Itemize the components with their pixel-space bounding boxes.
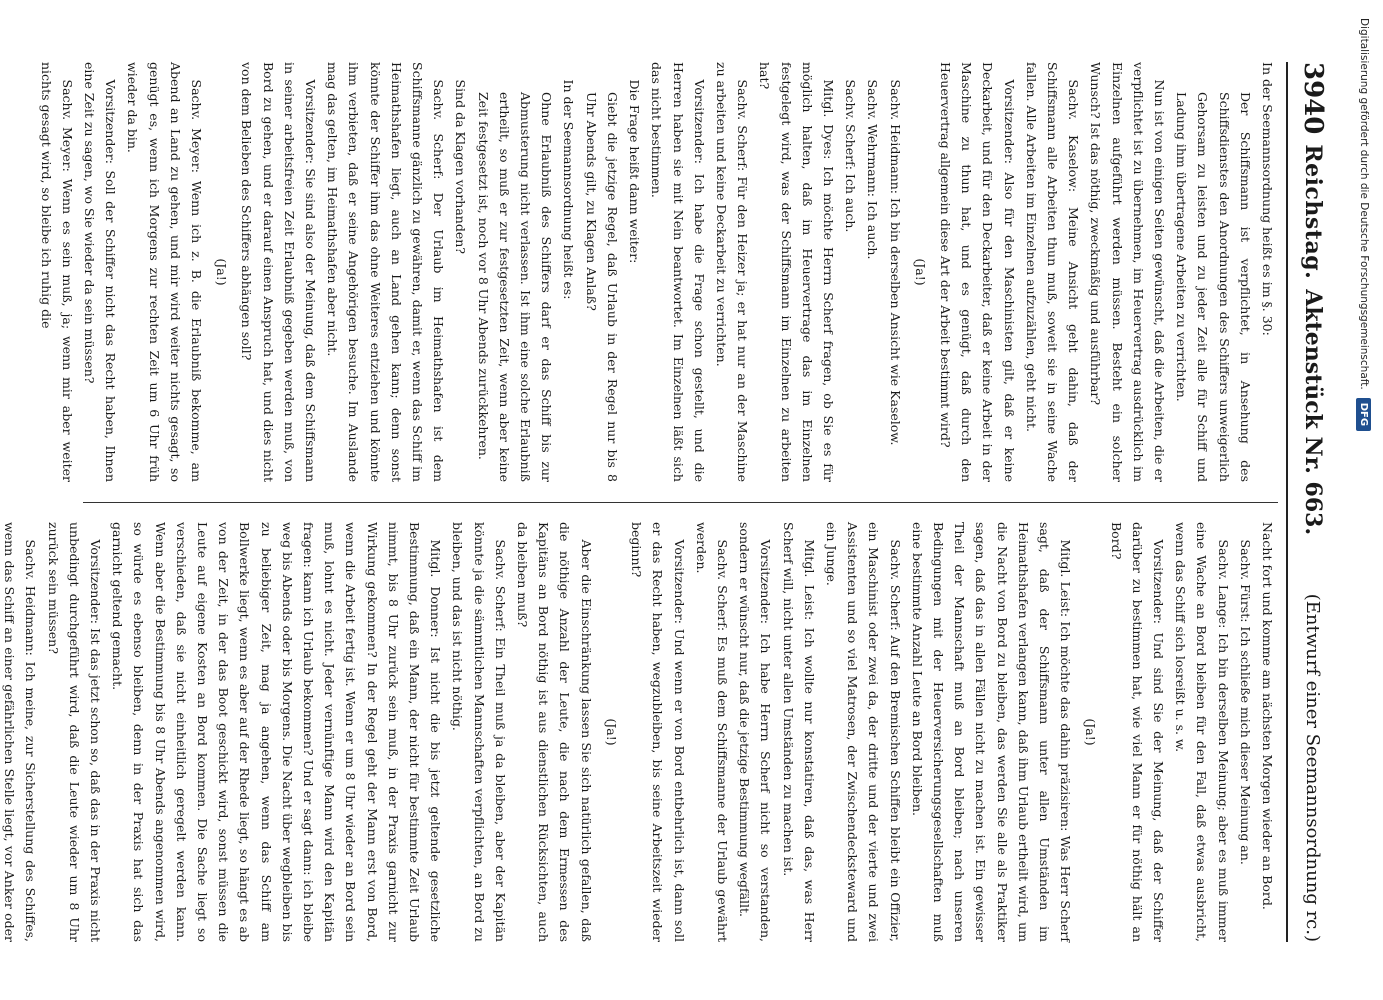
left-column [38,62,1278,482]
paragraph: Sachv. Meyer: Wenn es sein muß, ja; wenn mir aber weiter nichts gesagt wird, so bleibe ich ruhig die [38,62,75,482]
paragraph: Vorsitzender: Und wenn er von Bord entbehrlich ist, dann soll er das Recht haben, wegzubleiben, bis seine Arbeitszeit wieder beginnt? [629,522,687,942]
footer-rotated [1353,18,1375,978]
paragraph: Sachv. Scherf: Für den Heizer ja; er hat nur an der Maschine zu arbeiten und keine Deckarbeit zu verrichten. [713,62,751,482]
paragraph: Mitgl. Donner: Ist nicht die bis jetzt geltende gesetzliche Bestimmung, daß ein Mann, der nicht für bestimmte Zeit Urlaub nimmt, bis 8 Uhr zurück sein muß, in der Praxis garnicht zur Wirkung gekommen? In der Regel geht der Mann erst von Bord, wenn die Arbeit fertig ist. Wenn er um 8 Uhr wieder an Bord sein muß, lohnt es nicht. Jeder vernünftige Mann wird den Kapitän fragen: kann ich Urlaub bekommen? Und er sagt dann: ich bleibe weg bis Abends oder bis Morgens. Die Nacht über wegbleiben bis zu beliebiger Zeit, mag ja angehen, wenn das Schiff am Bollwerke liegt, wenn es aber auf der Rhede liegt, so hängt es ab von der Zeit, in der das Boot geschickt wird, sonst müssen die Leute auf eigene Kosten an Bord kommen. Die Sache liegt so verschieden, daß sie nicht einheitlich geregelt werden kann. Wenn aber die Bestimmung bis 8 Uhr Abends angenommen wird, so würde es ebenso bleiben, denn in der Praxis hat sich das garnicht geltend gemacht. [110,522,444,942]
paragraph: Sachv. Heidmann: Ich bin derselben Ansicht wie Kaselow. [887,79,903,446]
paragraph: In der Seemannsordnung heißt es: [561,79,577,300]
paragraph: Sachv. Fürst: Ich schließe mich dieser Meinung an. [1237,539,1253,865]
page-header [1290,62,1336,942]
paragraph: Sachv. Scherf: Es muß dem Schiffsmanne der Urlaub gewährt werden. [693,522,730,942]
paragraph: Vorsitzender: Ist das jetzt schon so, daß das in der Praxis nicht unbedingt durchgeführt wird, daß die Leute wieder um 8 Uhr zurück sein müssen? [45,522,104,942]
paragraph: Aber die Einschränkung lassen Sie sich natürlich gefallen, daß die nöthige Anzahl der Leute, die nach dem Ermessen des Kapitäns an Bord nöthig ist aus dienstlichen Rücksichten, auch da bleiben muß? [515,522,594,942]
paragraph: Nun ist von einigen Seiten gewünscht, daß die Arbeiten, die er verpflichtet ist zu übernehmen, im Heuervertrag ausdrücklich im Einzelnen aufgeführt werden müssen. Besteht ein solcher Wunsch? Ist das nöthig, zweckmäßig und ausführbar? [1088,62,1167,482]
paragraph: Sachv. Scherf: Auf den Bremischen Schiffen bleibt ein Offizier, ein Maschinist oder zwei da, der dritte und der vierte und zwei Assistenten und so viel Matrosen, der Zwischendecksteward und ein Junge. [823,522,903,942]
paragraph: Giebt die jetzige Regel, daß Urlaub in der Regel nur bis 8 Uhr Abends gilt, zu Klagen Anlaß? [583,92,620,482]
paragraph: (Ja!) [1083,718,1099,746]
document-subtitle: (Entwurf einer Seemannsordnung rc.) [1302,593,1324,942]
paragraph: Der Schiffsmann ist verpflichtet, in Ansehung des Schiffsdienstes den Anordnungen des Schiffers unweigerlich Gehorsam zu leisten und zu jeder Zeit alle für Schiff und Ladung ihm übertragene Arbeiten zu verrichten. [1174,92,1253,482]
paragraph: Die Frage heißt dann weiter: [627,79,643,264]
header-rule [1286,62,1288,942]
paragraph: Sind da Klagen vorhanden? [453,79,469,254]
paragraph: Sachv. Scherf: Ein Theil muß ja da bleiben, aber der Kapitän könnte ja die sämmtlichen Mannschaften verpflichten, an Bord zu bleiben, und das ist nicht nöthig. [450,522,508,942]
paragraph: Sachv. Wehrmann: Ich auch. [865,79,881,260]
page-number: 3940 [1298,62,1328,135]
paragraph: Sachv. Lange: Ich bin derselben Meinung; aber es muß immer eine Wache an Bord bleiben für den Fall, daß etwas ausbricht, wenn das Schiff sich losreißt u. s. w. [1173,522,1231,942]
paragraph: Mitgl. Leist: Ich möchte das dahin präzisiren: Was Herr Scherf sagt, daß der Schiffsmann unter allen Umständen im Heimathshafen verlangen kann, daß ihm Urlaub ertheilt wird, um die Nacht von Bord zu bleiben, das werden Sie alle als Praktiker sagen, daß das in allen Fällen nicht zu machen ist. Ein gewisser Theil der Mannschaft muß an Bord bleiben; nach unseren Bedingungen mit der Heuerversicherungsgesellschaften muß eine bestimmte Anzahl Leute an Bord bleiben. [909,522,1074,942]
paragraph: Mitgl. Leist: Ich wollte nur konstatiren, daß das, was Herr Scherf will, nicht unter allen Umständen zu machen ist. [780,522,817,942]
right-column [2,522,1278,942]
paragraph: Sachv. Scherf: Der Urlaub im Heimathshafen ist dem Schiffsmanne gänzlich zu gewähren, damit er, wenn das Schiff im Heimathshafen liegt, auch an Land gehen kann; denn sonst könnte der Schiffer ihm das ohne Weiteres entziehen und könnte ihm verbieten, daß er seine Angehörigen besuche. Im Auslande mag das gelten, im Heimathshafen aber nicht. [325,62,447,482]
paragraph: Vorsitzender: Und sind Sie der Meinung, daß der Schiffer darüber zu bestimmen hat, wie viel Mann er für nöthig hält an Bord? [1108,522,1166,942]
dfg-logo: DFG [1357,398,1372,431]
funding-credit: Digitalisierung gefördert durch die Deutsche Forschungsgemeinschaft. [1358,18,1370,390]
document-page [2,62,1336,942]
paragraph: (Ja!) [214,258,230,286]
paragraph: Sachv. Meyer: Wenn ich z. B. die Erlaubniß bekomme, am Abend an Land zu gehen, und mir wird weiter nichts gesagt, so genügt es, wenn ich Morgens zur rechten Zeit um 6 Uhr früh wieder da bin. [125,62,205,482]
publication-title: Reichstag. [1300,144,1326,280]
paragraph: Mitgl. Dyes: Ich möchte Herrn Scherf fragen, ob Sie es für möglich halten, daß im Heuervertrage das im Einzelnen festgelegt wird, was der Schiffsmann im Einzelnen zu arbeiten hat? [757,62,836,482]
digitization-footer [1353,18,1375,978]
paragraph: (Ja!) [603,718,619,746]
document-number: Aktenstück Nr. 663. [1300,289,1326,536]
paragraph: Sachv. Kaselow: Meine Ansicht geht dahin, daß der Schiffsmann alle Arbeiten thun muß, soweit sie in seine Wache fallen. Alle Arbeiten im Einzelnen aufzuzählen, geht nicht. [1023,62,1082,482]
column-divider [83,502,1278,503]
paragraph: Vorsitzender: Also für den Maschinisten gilt, daß er keine Deckarbeit, und für den Deckarbeiter, daß er keine Arbeit in der Maschine zu thun hat, und es genügt, daß durch den Heuervertrag allgemein diese Art der Arbeit bestimmt wird? [937,62,1017,482]
paragraph: Vorsitzender: Sie sind also der Meinung, daß dem Schiffsmann in seiner arbeitsfreien Zeit Erlaubniß gegeben werden muß, von Bord zu gehen, und er darauf einen Anspruch hat, und dies nicht von dem Belieben des Schiffers abhängen soll? [239,62,319,482]
paragraph: Sachv. Scherf: Ich auch. [843,79,859,233]
paragraph: Ohne Erlaubniß des Schiffers darf er das Schiff bis zur Abmusterung nicht verlassen. Ist ihm eine solche Erlaubniß ertheilt, so muß er zur festgesetzten Zeit, wenn aber keine Zeit festgesetzt ist, noch vor 8 Uhr Abends zurückkehren. [475,92,555,482]
paragraph: Vorsitzender: Ich habe die Frage schon gestellt, und die Herren haben sie mit Nein beantwortet. Im Einzelnen läßt sich das nicht bestimmen. [649,62,707,482]
paragraph: (Ja!) [912,258,928,286]
paragraph: Vorsitzender: Ich habe Herrn Scherf nicht so verstanden, sondern er wünscht nur, daß die jetzige Bestimmung wegfällt. [737,522,774,942]
paragraph: Nacht fort und komme am nächsten Morgen wieder an Bord. [1260,522,1275,910]
paragraph: Vorsitzender: Soll der Schiffer nicht das Recht haben, Ihnen eine Zeit zu sagen, wo Sie wieder da sein müssen? [82,62,119,482]
paragraph: Sachv. Heidmann: Ich meine, zur Sicherstellung des Schiffes, wenn das Schiff an einer gefährlichen Stelle liegt, vor Anker oder [2,522,39,942]
paragraph: In der Seemannsordnung heißt es im §. 30: [1260,62,1275,336]
rotated-page [2,62,1336,942]
